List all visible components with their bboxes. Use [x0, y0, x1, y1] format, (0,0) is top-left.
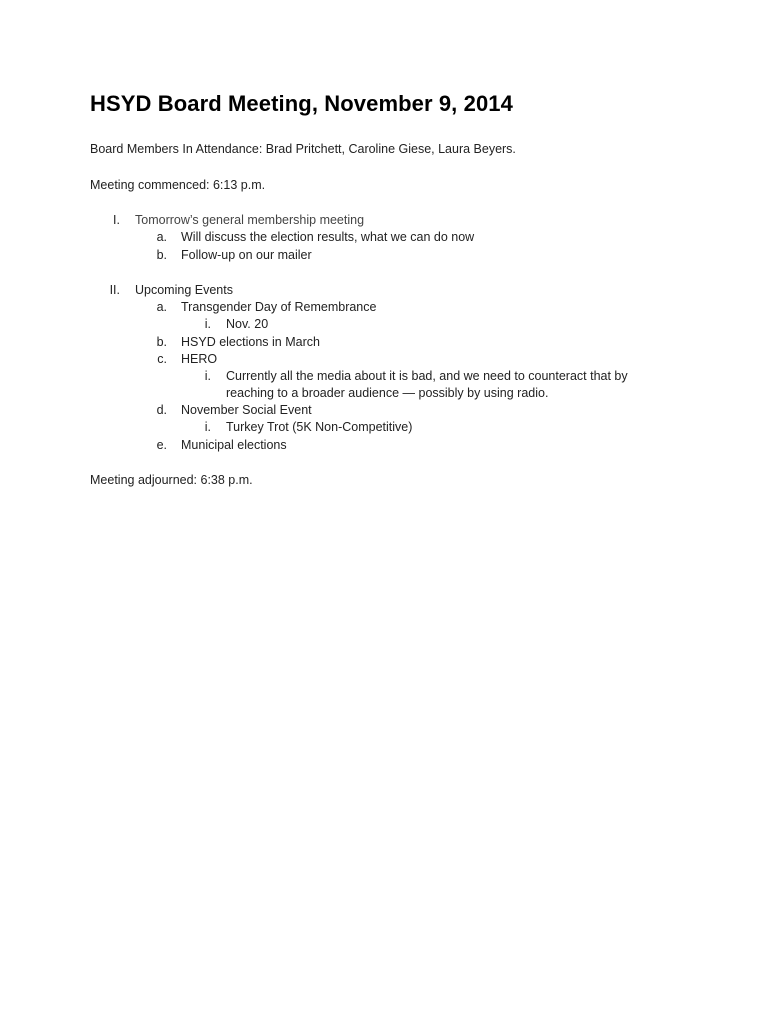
item-marker: b.	[156, 335, 167, 349]
list-subitem: Nov. 20	[226, 317, 269, 331]
item-marker: a.	[156, 230, 167, 244]
meeting-commenced-line: Meeting commenced: 6:13 p.m.	[90, 178, 266, 192]
list-subitem-continuation: reaching to a broader audience — possibly by using radio.	[226, 386, 549, 400]
item-marker: e.	[156, 438, 167, 452]
section-marker: II.	[109, 283, 120, 297]
subitem-marker: i.	[204, 369, 211, 383]
item-marker: d.	[156, 403, 167, 417]
list-subitem: Turkey Trot (5K Non-Competitive)	[226, 420, 413, 434]
list-item: Follow-up on our mailer	[181, 248, 312, 262]
list-item: November Social Event	[181, 403, 312, 417]
attendance-line: Board Members In Attendance: Brad Pritchett, Caroline Giese, Laura Beyers.	[90, 142, 516, 156]
subitem-marker: i.	[204, 317, 211, 331]
item-marker: c.	[157, 352, 167, 366]
section-heading: Tomorrow’s general membership meeting	[135, 213, 365, 227]
meeting-adjourned-line: Meeting adjourned: 6:38 p.m.	[90, 473, 253, 487]
item-marker: b.	[156, 248, 167, 262]
item-marker: a.	[156, 300, 167, 314]
section-heading: Upcoming Events	[135, 283, 233, 297]
list-item: HERO	[181, 352, 218, 366]
list-item: Transgender Day of Remembrance	[181, 300, 377, 314]
list-subitem: Currently all the media about it is bad, and we need to counteract that by	[226, 369, 628, 383]
document-title: HSYD Board Meeting, November 9, 2014	[90, 91, 513, 116]
section-marker: I.	[113, 213, 120, 227]
subitem-marker: i.	[204, 420, 211, 434]
list-item: Municipal elections	[181, 438, 287, 452]
list-item: HSYD elections in March	[181, 335, 320, 349]
list-item: Will discuss the election results, what we can do now	[181, 230, 475, 244]
